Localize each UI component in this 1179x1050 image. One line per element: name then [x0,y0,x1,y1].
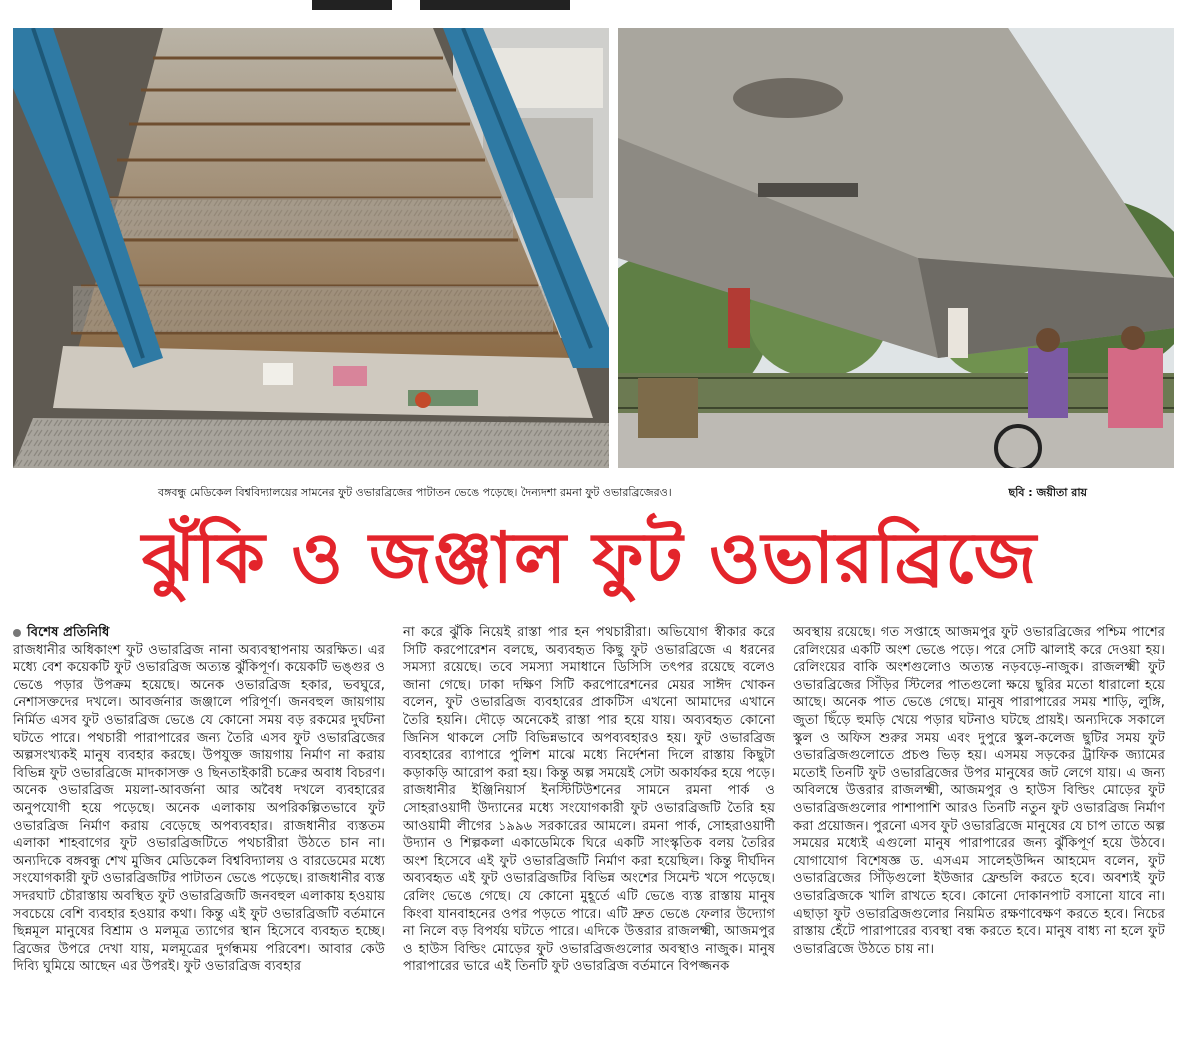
overbridge-photo [618,28,1174,468]
bullet-icon [13,629,21,637]
column-1-text: রাজধানীর অধিকাংশ ফুট ওভারব্রিজ নানা অব্যবস্থাপনায় অরক্ষিত। এর মধ্যে বেশ কয়েকটি ফুট ওভারব্রিজ অত্যন্ত ঝুঁকিপূর্ণ। কয়েকটি ভঙ্গুর ও ভেঙে পড়ার উপক্রম হয়েছে। অনেক ওভারব্রিজ হকার, ভবঘুরে, নেশাসক্তদের দখলে। আবর্জনার জঞ্জালে পরিপূর্ণ। জনবহুল জায়গায় নির্মিত এসব ফুট ওভারব্রিজ ভেঙে যে কোনো সময় বড় রকমের দুর্ঘটনা ঘটতে পারে। পথচারী পারাপারের জন্য তৈরি এসব ফুট ওভারব্রিজের অল্পসংখ্যকই মানুষ ব্যবহার করছে। উপযুক্ত জায়গায় নির্মাণ না করায় বিভিন্ন ফুট ওভারব্রিজে মাদকাসক্ত ও ছিনতাইকারী চক্রের অবাধ বিচরণ। অনেক ওভারব্রিজ ময়লা-আবর্জনা আর অবৈধ দখলে ব্যবহারের অনুপযোগী হয়ে পড়েছে। অনেক এলাকায় অপরিকল্পিতভাবে ফুট ওভারব্রিজ নির্মাণ করায় বেড়েছে অপব্যবহার। রাজধানীর ব্যস্ততম এলাকা শাহবাগের ফুট ওভারব্রিজটিতে পথচারীরা উঠতে চান না। অন্যদিকে বঙ্গবন্ধু শেখ মুজিব মেডিকেল বিশ্ববিদ্যালয় ও বারডেমের মধ্যে সংযোগকারী ফুট ওভারব্রিজটির পাটাতন ভেঙে পড়েছে। রাজধানীর ব্যস্ত সদরঘাট চৌরাস্তায় অবস্থিত ফুট ওভারব্রিজটি জনবহুল এলাকায় হওয়ায় সবচেয়ে বেশি ব্যবহার হওয়ার কথা। কিন্তু এই ফুট ওভারব্রিজটি বর্তমানে ছিন্নমূল মানুষের বিশ্রাম ও মলমূত্র ত্যাগের স্থান হিসেবে ব্যবহৃত হচ্ছে। ব্রিজের উপরে দেখা যায়, মলমূত্রের দুর্গন্ধময় পরিবেশ। আবার কেউ দিব্যি ঘুমিয়ে আছেন এর উপরই। ফুট ওভারব্রিজ ব্যবহার [13,642,385,975]
photo-caption [0,481,1179,501]
top-fragment-right [420,0,570,10]
caption-text: বঙ্গবন্ধু মেডিকেল বিশ্ববিদ্যালয়ের সামনের ফুট ওভারব্রিজের পাটাতন ভেঙে পড়েছে। দৈন্যদশা রমনা ফুট ওভারব্রিজেরও। [158,486,672,499]
byline [13,624,385,642]
top-fragment-left [312,0,392,10]
headline: ঝুঁকি ও জঞ্জাল ফুট ওভারব্রিজে [141,517,1038,599]
staircase-photo [13,28,609,468]
article-column-1 [13,624,385,976]
column-2-text: না করে ঝুঁকি নিয়েই রাস্তা পার হন পথচারীরা। অভিযোগ স্বীকার করে সিটি করপোরেশন বলছে, অব্যবহৃত কিছু ফুট ওভারব্রিজে এ ধরনের সমস্যা রয়েছে। তবে সমস্যা সমাধানে ডিসিসি তৎপর রয়েছে বলেও জানা গেছে। ঢাকা দক্ষিণ সিটি করপোরেশনের মেয়র সাঈদ খোকন বলেন, ফুট ওভারব্রিজ ব্যবহারের প্রাকটিস এখনো আমাদের এখানে তৈরি হয়নি। দৌড়ে অনেকেই রাস্তা পার হয়ে যায়। অব্যবহৃত কোনো জিনিস থাকলে সেটি বিভিন্নভাবে অপব্যবহারও হয়। ফুট ওভারব্রিজ ব্যবহারের ব্যাপারে পুলিশ মাঝে মধ্যে নির্দেশনা দিলে রাস্তায় কিছুটা কড়াকড়ি আরোপ করা হয়। কিন্তু অল্প সময়েই সেটা অকার্যকর হয়ে পড়ে। রাজধানীর ইঞ্জিনিয়ার্স ইনস্টিটিউশনের সামনে রমনা পার্ক ও সোহরাওয়ার্দী উদ্যানের মধ্যে সংযোগকারী ফুট ওভারব্রিজটি তৈরি হয় আওয়ামী লীগের ১৯৯৬ সরকারের আমলে। রমনা পার্ক, সোহরাওয়ার্দী উদ্যান ও শিল্পকলা একাডেমিকে ঘিরে একটি সাংস্কৃতিক বলয় তৈরির অংশ হিসেবে এই ফুট ওভারব্রিজটি নির্মাণ করা হয়েছিল। কিন্তু দীর্ঘদিন অব্যবহৃত এই ফুট ওভারব্রিজটির বিভিন্ন অংশের সিমেন্ট খসে পড়েছে। রেলিং ভেঙে গেছে। যে কোনো মুহূর্তে এটি ভেঙে ব্যস্ত রাস্তায় মানুষ কিংবা যানবাহনের ওপর পড়তে পারে। এটি দ্রুত ভেঙে ফেলার উদ্যোগ না নিলে বড় বিপর্যয় ঘটতে পারে। এদিকে উত্তরার রাজলক্ষ্মী, আজমপুর ও হাউস বিল্ডিং মোড়ের ফুট ওভারব্রিজগুলোর অবস্থাও নাজুক। মানুষ পারাপারের ভারে এই তিনটি ফুট ওভারব্রিজ বর্তমানে বিপজ্জনক [403,625,775,975]
photo-credit: ছবি : জয়ীতা রায় [1008,486,1087,499]
byline-text: বিশেষ প্রতিনিধি [27,625,110,640]
article-column-2 [403,624,775,976]
column-3-text: অবস্থায় রয়েছে। গত সপ্তাহে আজমপুর ফুট ওভারব্রিজের পশ্চিম পাশের রেলিংয়ের একটি অংশ ভেঙে পড়ে। পরে সেটি ঝালাই করে দেওয়া হয়। রেলিংয়ের বাকি অংশগুলোও অত্যন্ত নড়বড়ে-নাজুক। রাজলক্ষ্মী ফুট ওভারব্রিজের সিঁড়ির স্টিলের পাতগুলো ক্ষয়ে ছুরির মতো ধারালো হয়ে আছে। অনেক পাত ভেঙে গেছে। মানুষ পারাপারের সময় শাড়ি, লুঙ্গি, জুতা ছিঁড়ে হুমড়ি খেয়ে পড়ার ঘটনাও ঘটছে প্রায়ই। অন্যদিকে সকালে স্কুল ও অফিস শুরুর সময় এবং দুপুরে স্কুল-কলেজ ছুটির সময় ফুট ওভারব্রিজগুলোতে প্রচণ্ড ভিড় হয়। এসময় সড়কের ট্রাফিক জ্যামের মতোই তিনটি ফুট ওভারব্রিজের উপর মানুষের জট লেগে যায়। এ জন্য অবিলম্বে উত্তরার রাজলক্ষ্মী, আজমপুর ও হাউস বিল্ডিং মোড়ের ফুট ওভারব্রিজগুলোর পাশাপাশি আরও তিনটি নতুন ফুট ওভারব্রিজ নির্মাণ করা প্রয়োজন। পুরনো এসব ফুট ওভারব্রিজে মানুষের যে চাপ তাতে অল্প সময়ের মধ্যেই এগুলো মানুষ পারাপারের জন্য ঝুঁকিপূর্ণ হয়ে উঠবে। যোগাযোগ বিশেষজ্ঞ ড. এসএম সালেহউদ্দিন আহমেদ বলেন, ফুট ওভারব্রিজের সিঁড়িগুলো ইউজার ফ্রেন্ডলি করতে হবে। অবশ্যই ফুট ওভারব্রিজকে খালি রাখতে হবে। কোনো দোকানপাট বসানো যাবে না। এছাড়া ফুট ওভারব্রিজগুলোর নিয়মিত রক্ষণাবেক্ষণ করতে হবে। নিচের রাস্তায় হেঁটে পারাপারের ব্যবস্থা বন্ধ করতে হবে। মানুষ বাধ্য না হলে ফুট ওভারব্রিজে উঠতে চায় না। [793,625,1165,957]
article-column-3 [793,624,1165,958]
